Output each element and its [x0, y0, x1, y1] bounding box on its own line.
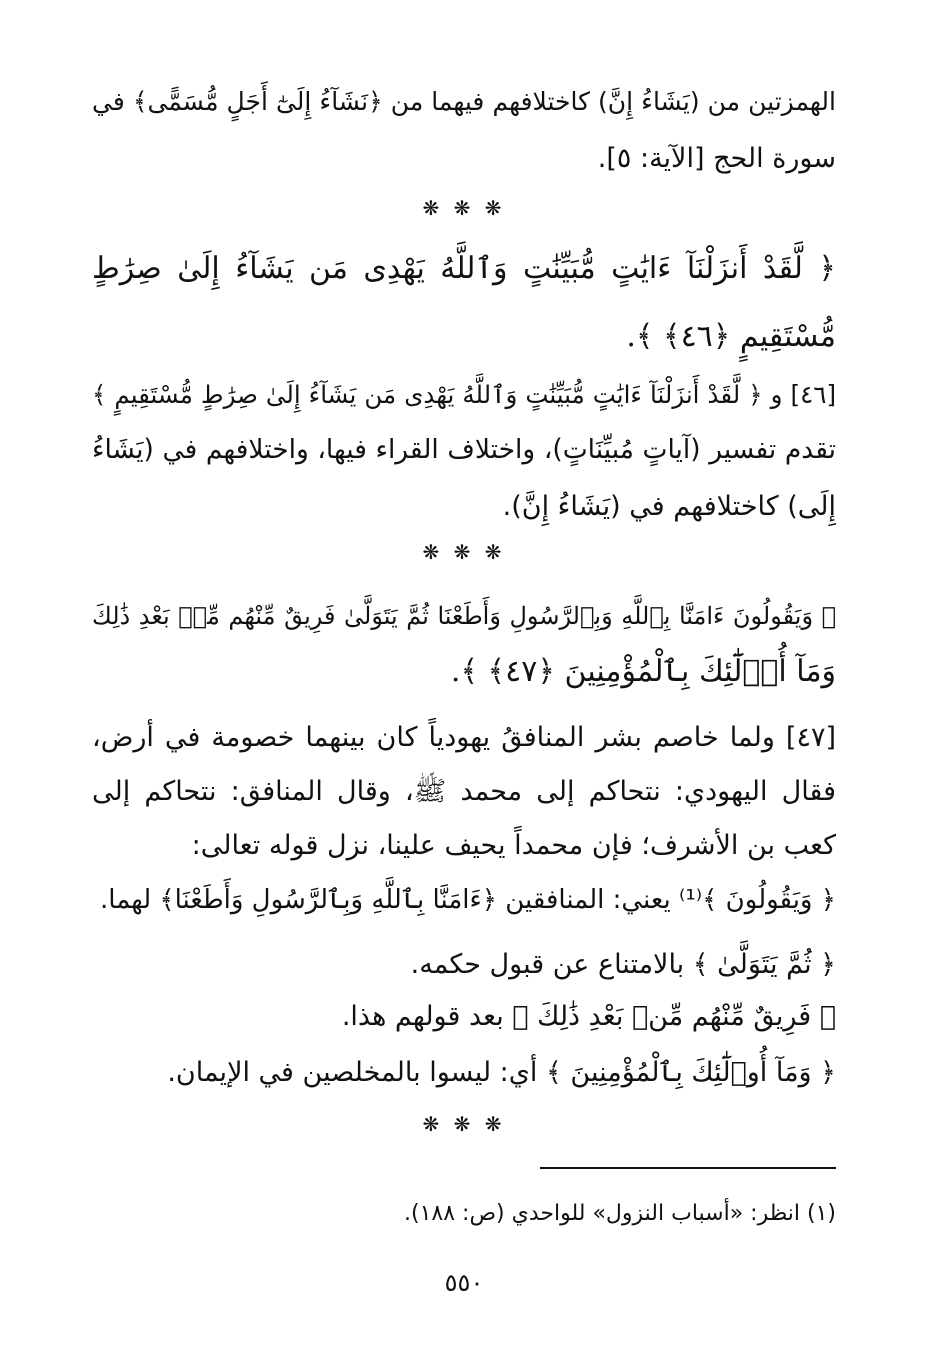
page-number: ٥٥٠ [444, 1269, 484, 1297]
text-line: [٤٦] و ﴿ لَّقَدْ أَنزَلْنَآ ءَايَٰتٍ مُّبَيِّنَٰتٍ وَٱللَّهُ يَهْدِى مَن يَشَآءُ إِلَىٰ صِرَٰطٍ مُّسْتَقِيمٍ ﴾ [92, 380, 836, 409]
text-line: ﴿ وَيَقُولُونَ ﴾⁽¹⁾ يعني: المنافقين ﴿ءَامَنَّا بِٱللَّهِ وَبِٱلرَّسُولِ وَأَطَعْنَا﴾ لهما. [100, 885, 836, 915]
quran-verse-line: وَمَآ أُو۟لَٰٓئِكَ بِٱلْمُؤْمِنِينَ ﴿٤٧﴾ ﴾. [450, 654, 836, 689]
quran-verse-line: مُّسْتَقِيمٍ ﴿٤٦﴾ ﴾. [626, 319, 836, 354]
footnote: (١) انظر: «أسباب النزول» للواحدي (ص: ١٨٨). [404, 1201, 836, 1226]
text-line: فقال اليهودي: نتحاكم إلى محمد ﷺ، وقال المنافق: نتحاكم إلى [92, 776, 836, 807]
text-line: كعب بن الأشرف؛ فإن محمداً يحيف علينا، نزل قوله تعالى: [191, 830, 836, 861]
text-line: ﴿ وَمَآ أُو۟لَٰٓئِكَ بِٱلْمُؤْمِنِينَ ﴾ أي: ليسوا بالمخلصين في الإيمان. [167, 1057, 836, 1088]
text-line: [٤٧] ولما خاصم بشر المنافقُ يهودياً كان بينهما خصومة في أرض، [92, 722, 836, 753]
section-separator: ❋ ❋ ❋ [422, 540, 506, 564]
text-line: ﴿ فَرِيقٌ مِّنْهُم مِّنۢ بَعْدِ ذَٰلِكَ ﴾ بعد قولهم هذا. [341, 1001, 836, 1032]
text-line: الهمزتين من (يَشَاءُ إِنَّ) كاختلافهم فيهما من ﴿نَشَآءُ إِلَىٰٓ أَجَلٍ مُّسَمًّى﴾ في [92, 87, 836, 116]
text-line: سورة الحج [الآية: ٥]. [597, 143, 836, 174]
section-separator: ❋ ❋ ❋ [422, 1112, 506, 1136]
text-line: إِلَى) كاختلافهم في (يَشَاءُ إِنَّ). [502, 491, 836, 522]
quran-verse-line: ﴿ وَيَقُولُونَ ءَامَنَّا بِٱللَّهِ وَبِٱلرَّسُولِ وَأَطَعْنَا ثُمَّ يَتَوَلَّىٰ فَرِيقٌ مِّنْهُم مِّنۢ بَعْدِ ذَٰلِكَ [92, 602, 836, 630]
quran-verse-line: ﴿ لَّقَدْ أَنزَلْنَآ ءَايَٰتٍ مُّبَيِّنَٰتٍ وَٱللَّهُ يَهْدِى مَن يَشَآءُ إِلَىٰ صِرَٰطٍ [92, 251, 836, 286]
section-separator: ❋ ❋ ❋ [422, 196, 506, 220]
text-line: تقدم تفسير (آياتٍ مُبيِّنَاتٍ)، واختلاف القراء فيها، واختلافهم في (يَشَاءُ [92, 434, 836, 465]
footnote-rule [540, 1167, 836, 1169]
text-line: ﴿ ثُمَّ يَتَوَلَّىٰ ﴾ بالامتناع عن قبول حكمه. [410, 949, 836, 980]
